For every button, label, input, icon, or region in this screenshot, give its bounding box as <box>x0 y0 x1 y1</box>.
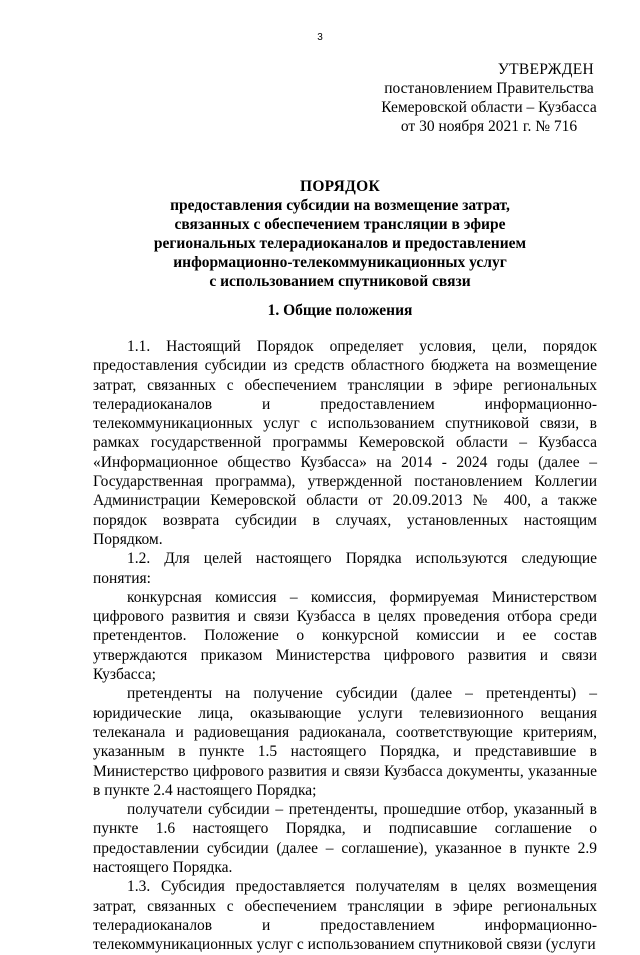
document-body <box>93 337 597 955</box>
page-number: 3 <box>317 32 323 43</box>
title-line-5: с использованием спутниковой связи <box>209 273 471 290</box>
paragraph: претенденты на получение субсидии (далее – претенденты) – юридические лица, оказывающие услуги телевизионного вещания телеканала и радиовещания радиоканала, соответствующие критериям, указанным в пункте 1.5 настоящего Порядка, и представившие в Министерство цифрового развития и связи Кузбасса документы, указанные в пункте 2.4 настоящего Порядка; <box>93 685 597 799</box>
approval-line-1: постановлением Правительства <box>384 80 594 97</box>
title-main: ПОРЯДОК <box>299 178 381 195</box>
section-heading: 1. Общие положения <box>267 302 413 319</box>
title-line-1: предоставления субсидии на возмещение затрат, <box>170 197 510 214</box>
approval-line-3: от 30 ноября 2021 г. № 716 <box>400 118 578 135</box>
paragraph: конкурсная комиссия – комиссия, формируемая Министерством цифрового развития и связи Кузбасса в целях проведения отбора среди претендентов. Положение о конкурсной комиссии и ее состав утверждаются приказом Министерства цифрового развития и связи Кузбасса; <box>93 588 597 684</box>
approval-line-2: Кемеровской области – Кузбасса <box>381 99 597 116</box>
paragraph: получатели субсидии – претенденты, прошедшие отбор, указанный в пункте 1.6 настоящего Порядка, и подписавшие соглашение о предоставлении субсидии (далее – соглашение), указанное в пункте 2.9 настоящего Порядка. <box>93 801 597 877</box>
paragraph: 1.3. Субсидия предоставляется получателям в целях возмещения затрат, связанных с обеспечением трансляции в эфире региональных телерадиоканалов и предоставлением информационно-телекоммуникационных услуг с использованием спутниковой связи (услуги <box>93 878 597 954</box>
paragraph: 1.2. Для целей настоящего Порядка используются следующие понятия: <box>93 550 597 587</box>
title-line-3: региональных телерадиоканалов и предоставлением <box>153 235 527 252</box>
title-line-4: информационно-телекоммуникационных услуг <box>173 254 507 271</box>
approved-label: УТВЕРЖДЕН <box>497 61 594 78</box>
title-line-2: связанных с обеспечением трансляции в эфире <box>174 216 506 233</box>
paragraph: 1.1. Настоящий Порядок определяет условия, цели, порядок предоставления субсидии из средств областного бюджета на возмещение затрат, связанных с обеспечением трансляции в эфире региональных телерадиоканалов и предоставлением информационно-телекоммуникационных услуг с использованием спутниковой связи, в рамках государственной программы Кемеровской области – Кузбасса «Информационное общество Кузбасса» на 2014 - 2024 годы (далее – Государственная программа), утвержденной постановлением Коллегии Администрации Кемеровской области от 20.09.2013 № 400, а также порядок возврата субсидии в случаях, установленных настоящим Порядком. <box>93 338 597 548</box>
document-title <box>90 177 590 291</box>
approval-stamp <box>370 60 608 136</box>
